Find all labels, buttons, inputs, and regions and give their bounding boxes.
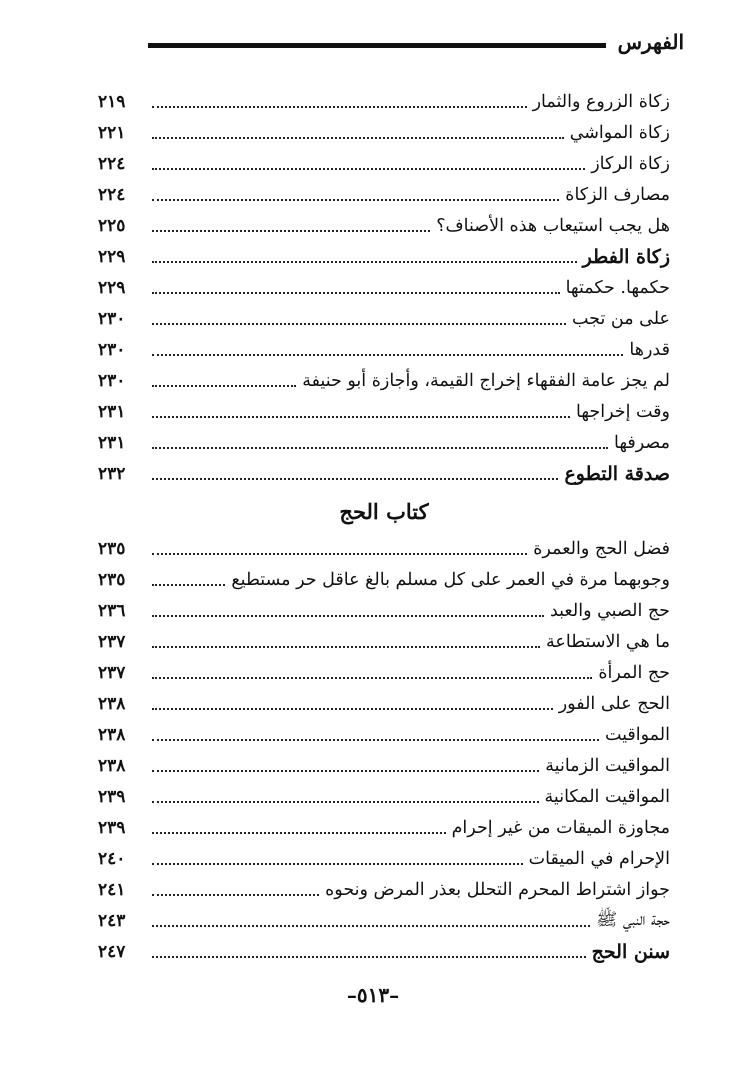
index-entry <box>98 334 670 365</box>
header-rule <box>148 43 684 48</box>
entry-title: زكاة الفطر <box>582 245 670 268</box>
entry-title: حج المرأة <box>598 662 670 683</box>
entry-page-number: ٢٢٩ <box>98 277 126 298</box>
dotted-leader <box>152 956 586 958</box>
dotted-leader <box>152 354 623 356</box>
page-header <box>60 30 684 66</box>
dotted-leader <box>152 553 527 555</box>
index-entry <box>98 657 670 688</box>
entry-page-number: ٢٣١ <box>98 432 126 453</box>
index-entry <box>98 427 670 458</box>
dotted-leader <box>152 925 590 927</box>
entry-title: المواقيت <box>604 724 670 745</box>
entry-title: مصرفها <box>614 432 670 453</box>
entry-page-number: ٢٣٧ <box>98 631 126 652</box>
entry-title: زكاة الزروع والثمار <box>532 91 670 112</box>
entry-title: على من تجب <box>572 308 670 329</box>
entry-title: المواقيت الزمانية <box>545 755 670 776</box>
dotted-leader <box>152 584 225 586</box>
entry-title: صدقة التطوع <box>564 462 670 485</box>
entry-page-number: ٢٤٧ <box>98 941 126 962</box>
index-entry <box>98 179 670 210</box>
entry-title: مصارف الزكاة <box>565 184 670 205</box>
entry-page-number: ٢١٩ <box>98 91 126 112</box>
entry-page-number: ٢٣٩ <box>98 786 126 807</box>
entry-page-number: ٢٢٤ <box>98 153 126 174</box>
entry-title: وقت إخراجها <box>576 401 670 422</box>
dotted-leader <box>152 478 558 480</box>
index-entry <box>98 812 670 843</box>
entry-page-number: ٢٢١ <box>98 122 126 143</box>
dotted-leader <box>152 801 539 803</box>
entry-page-number: ٢٤١ <box>98 879 126 900</box>
index-entries <box>98 86 670 967</box>
index-entry <box>98 272 670 303</box>
entry-page-number: ٢٢٩ <box>98 246 126 267</box>
index-entry <box>98 564 670 595</box>
entry-page-number: ٢٣٦ <box>98 600 126 621</box>
index-entry <box>98 148 670 179</box>
index-entry <box>98 936 670 967</box>
dotted-leader <box>152 615 544 617</box>
index-entry <box>98 781 670 812</box>
entry-title: الحج على الفور <box>558 693 670 714</box>
dotted-leader <box>152 261 577 263</box>
entry-page-number: ٢٣٠ <box>98 370 126 391</box>
section-heading: كتاب الحج <box>339 498 429 524</box>
dotted-leader <box>152 894 319 896</box>
index-entry <box>98 843 670 874</box>
index-entry <box>98 86 670 117</box>
entry-page-number: ٢٣٠ <box>98 339 126 360</box>
dotted-leader <box>152 199 559 201</box>
entry-title: المواقيت المكانية <box>544 786 670 807</box>
dotted-leader <box>152 677 592 679</box>
entry-title: حج الصبي والعبد <box>549 600 670 621</box>
entry-title: حكمها. حكمتها <box>565 277 670 298</box>
dotted-leader <box>152 447 608 449</box>
entry-title: وجوبهما مرة في العمر على كل مسلم بالغ عاقل حر مستطيع <box>231 569 670 590</box>
dotted-leader <box>152 106 527 108</box>
entry-page-number: ٢٣٧ <box>98 662 126 683</box>
entry-page-number: ٢٣٠ <box>98 308 126 329</box>
entry-page-number: ٢٣٩ <box>98 817 126 838</box>
index-entry <box>98 365 670 396</box>
dotted-leader <box>152 385 296 387</box>
index-entry <box>98 117 670 148</box>
entry-page-number: ٢٢٥ <box>98 215 126 236</box>
entry-title: فضل الحج والعمرة <box>533 538 670 559</box>
dotted-leader <box>152 646 540 648</box>
entry-page-number: ٢٣٢ <box>98 463 126 484</box>
header-title: الفهرس <box>606 30 684 54</box>
entry-title: سنن الحج <box>591 940 670 963</box>
dotted-leader <box>152 323 566 325</box>
entry-title: زكاة المواشي <box>569 122 670 143</box>
dotted-leader <box>152 292 560 294</box>
entry-title: لم يجز عامة الفقهاء إخراج القيمة، وأجازة أبو حنيفة <box>302 370 670 391</box>
entry-title: مجاوزة الميقات من غير إحرام <box>451 817 670 838</box>
entry-page-number: ٢٣٨ <box>98 724 126 745</box>
index-entry <box>98 210 670 241</box>
entry-page-number: ٢٤٣ <box>98 910 126 931</box>
index-entry <box>98 595 670 626</box>
index-entry <box>98 905 670 936</box>
index-entry <box>98 874 670 905</box>
entry-title: هل يجب استيعاب هذه الأصناف؟ <box>436 215 670 236</box>
dotted-leader <box>152 230 430 232</box>
index-entry <box>98 396 670 427</box>
dotted-leader <box>152 863 523 865</box>
index-entry <box>98 458 670 489</box>
dotted-leader <box>152 832 446 834</box>
entry-page-number: ٢٣٨ <box>98 693 126 714</box>
entry-title: الإحرام في الميقات <box>528 848 670 869</box>
entry-page-number: ٢٢٤ <box>98 184 126 205</box>
entry-title: زكاة الركاز <box>591 153 670 174</box>
entry-title: ما هي الاستطاعة <box>546 631 670 652</box>
entry-page-number: ٢٣٥ <box>98 569 126 590</box>
index-entry <box>98 303 670 334</box>
dotted-leader <box>152 168 585 170</box>
entry-title: حجة النبي ﷺ <box>596 909 670 930</box>
index-entry <box>98 688 670 719</box>
index-entry <box>98 750 670 781</box>
index-entry <box>98 626 670 657</box>
index-entry <box>98 719 670 750</box>
entry-title: قدرها <box>629 339 670 360</box>
page-number: –٥١٣– <box>346 983 400 1007</box>
dotted-leader <box>152 416 570 418</box>
dotted-leader <box>152 708 553 710</box>
entry-page-number: ٢٣١ <box>98 401 126 422</box>
entry-page-number: ٢٤٠ <box>98 848 126 869</box>
entry-title: جواز اشتراط المحرم التحلل بعذر المرض ونحوه <box>325 879 670 900</box>
dotted-leader <box>152 739 599 741</box>
index-entry <box>98 533 670 564</box>
dotted-leader <box>152 770 539 772</box>
entry-page-number: ٢٣٥ <box>98 538 126 559</box>
entry-page-number: ٢٣٨ <box>98 755 126 776</box>
index-entry <box>98 241 670 272</box>
dotted-leader <box>152 137 564 139</box>
